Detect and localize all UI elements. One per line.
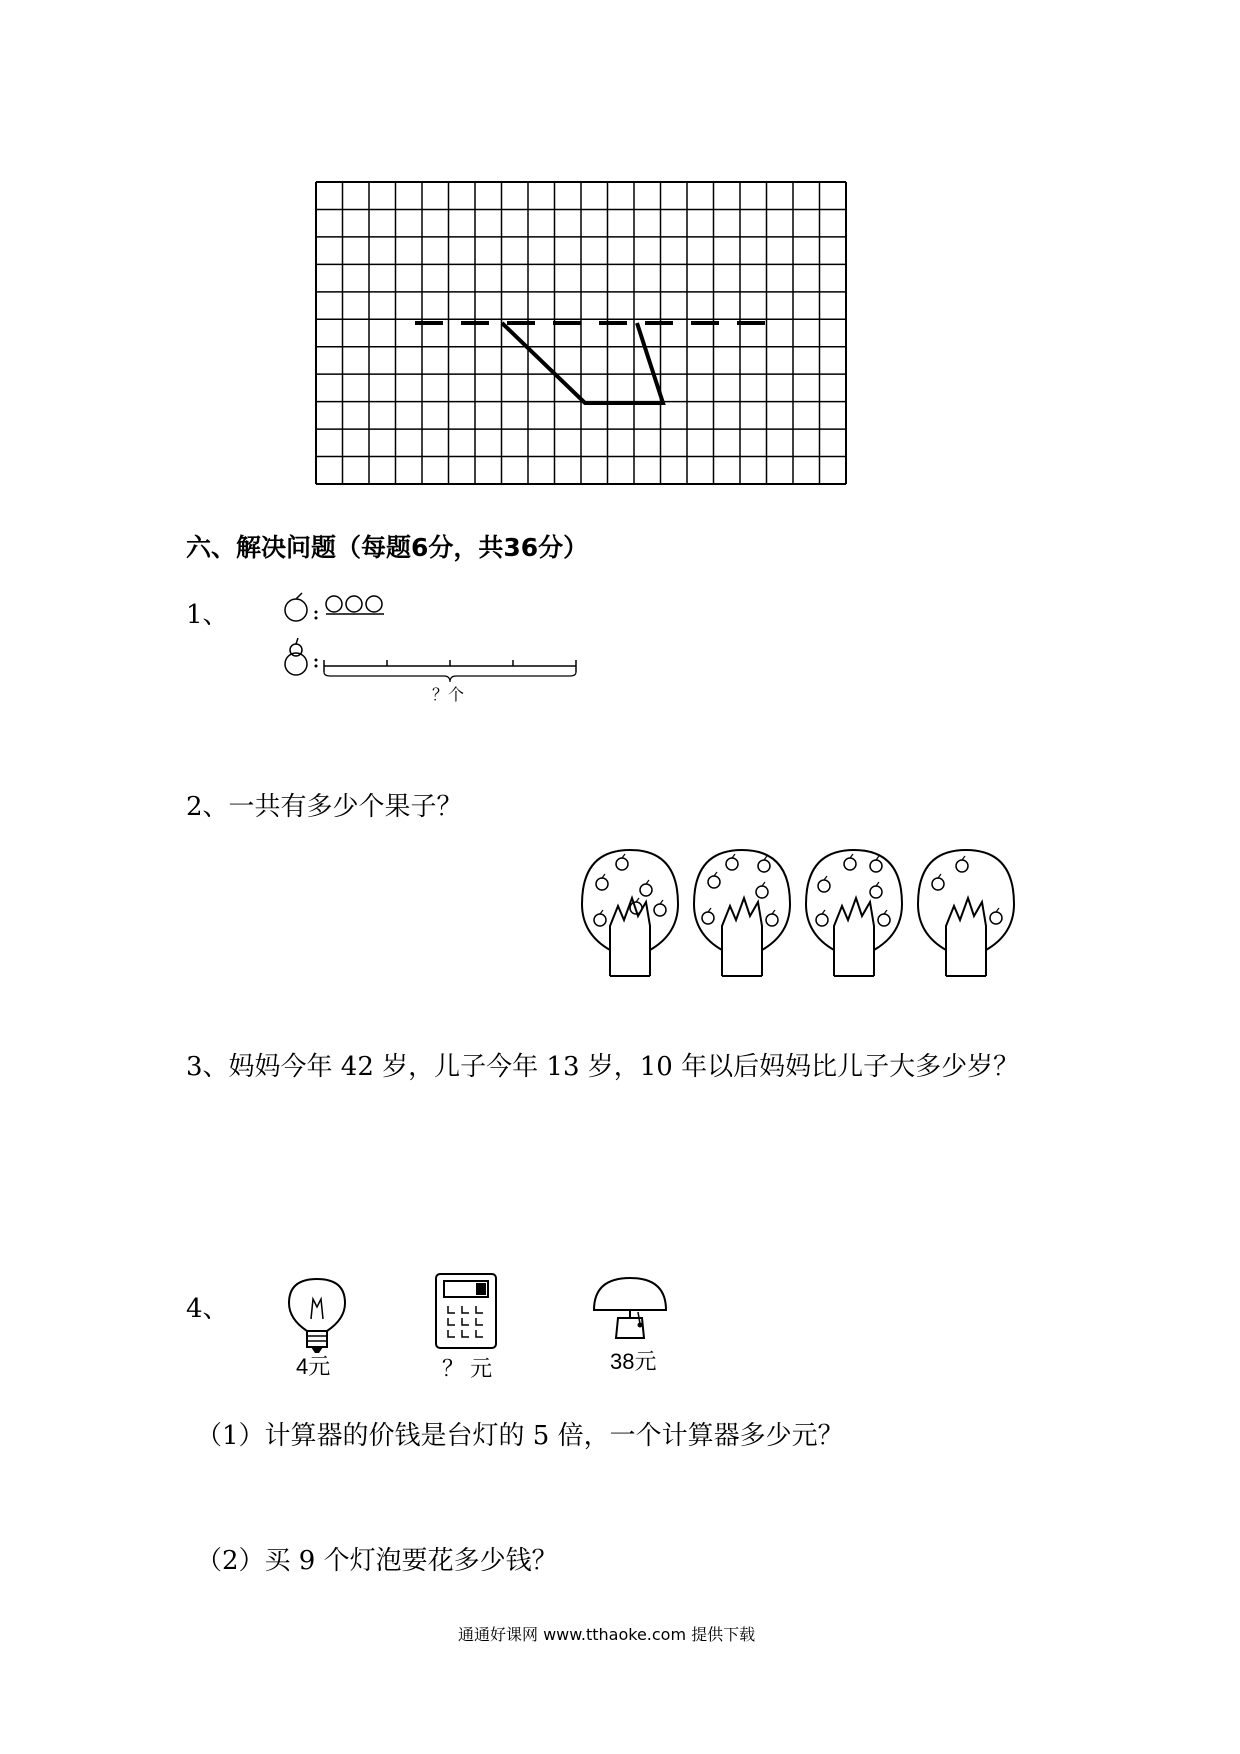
problem-4-number: 4、 [186,1294,229,1324]
fruit-icon [708,876,720,888]
fruit-icon [990,912,1002,924]
fruit-icon [870,886,882,898]
fruit-icon [870,860,882,872]
fruit-icon [758,860,770,872]
desk-lamp-price: 38元 [610,1349,657,1374]
fruit-icon [818,880,830,892]
apple-row [322,590,392,620]
fruit-icon [640,884,652,896]
calculator-key [462,1330,469,1337]
apple-tree-icon [918,850,1014,976]
problem-1-number: 1、 [186,600,229,630]
problem-3-text: 3、妈妈今年 42 岁，儿子今年 13 岁，10 年以后妈妈比儿子大多少岁？ [186,1052,1020,1082]
calculator-icon [434,1272,504,1362]
fruit-icon [616,858,628,870]
calculator-key [448,1330,455,1337]
problem-4-sub2: （2）买 9 个灯泡要花多少钱？ [196,1546,558,1576]
calculator-key [476,1330,483,1337]
light-bulb-price: 4元 [296,1354,331,1379]
fruit-icon [766,914,778,926]
fruit-icon [702,912,714,924]
fruit-icon [726,858,738,870]
footer-text: 通通好课网 www.tthaoke.com 提供下载 [458,1625,756,1644]
calculator-price: ？ 元 [442,1356,493,1381]
fruit-icon [956,860,968,872]
fruit-icon [844,858,856,870]
fruit-icon [654,904,666,916]
section-heading: 六、解决问题（每题6分，共36分） [186,533,589,562]
fruit-icon [816,914,828,926]
calculator-key [448,1318,455,1325]
apple-trees [580,838,1040,988]
fruit-icon [878,914,890,926]
brace-label: ？个 [432,685,465,704]
calculator-key [448,1306,455,1313]
fruit-icon [594,914,606,926]
apple-tree-icon [582,850,678,976]
desk-lamp-icon [590,1272,680,1352]
apple-tree-icon [806,850,902,976]
fruit-icon [932,878,944,890]
grid-figure [0,0,1240,500]
fruit-icon [596,878,608,890]
calculator-key [462,1306,469,1313]
problem-2-text: 2、一共有多少个果子？ [186,792,463,822]
apple-tree-icon [694,850,790,976]
half-figure [502,323,663,403]
problem-4-sub1: （1）计算器的价钱是台灯的 5 倍，一个计算器多少元？ [196,1421,844,1451]
fruit-icon [756,886,768,898]
calculator-key [476,1318,483,1325]
calculator-key [476,1306,483,1313]
calculator-key [462,1318,469,1325]
